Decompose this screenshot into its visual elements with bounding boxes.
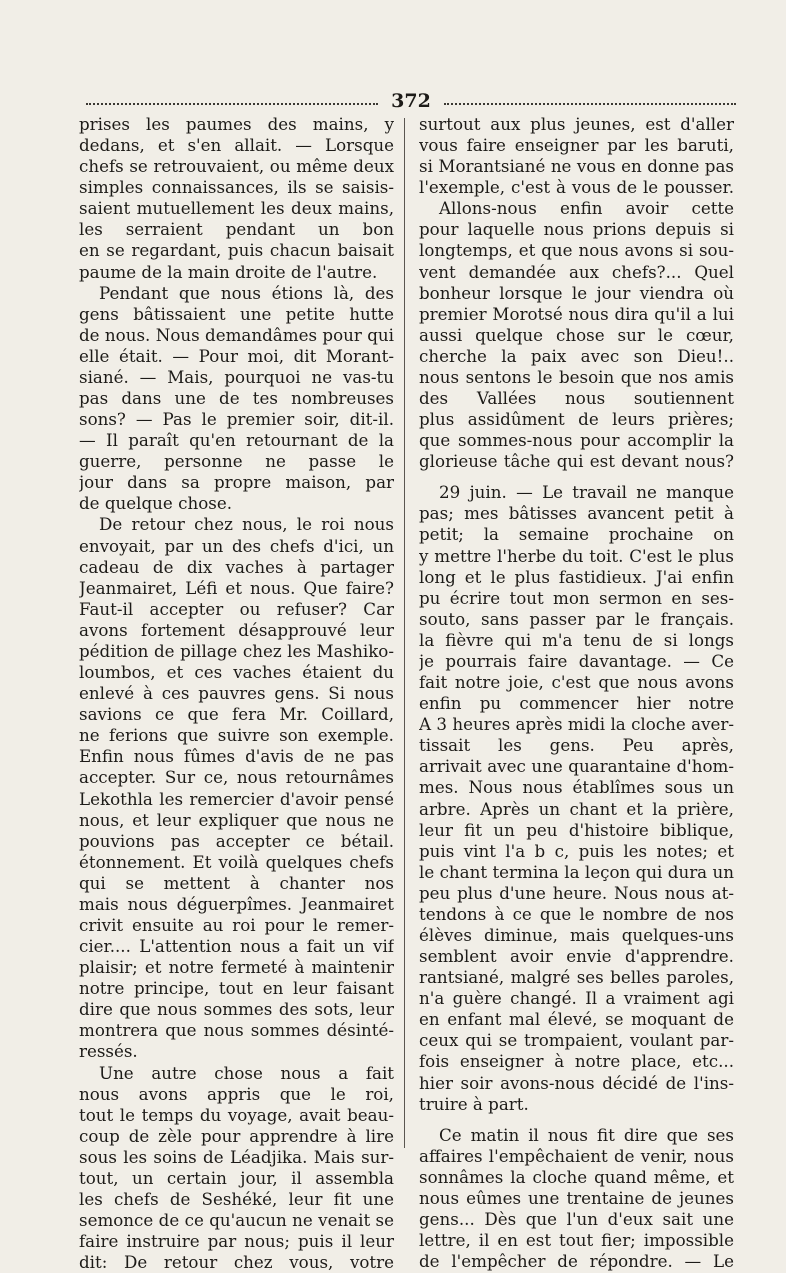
text-line: Faut-il accepter ou refuser? Car [79, 598, 394, 619]
text-line: plus assidûment de leurs prières; [419, 409, 734, 430]
text-line: vous faire enseigner par les baruti, [419, 135, 734, 156]
text-line: envoyait, par un des chefs d'ici, un [79, 535, 394, 556]
text-line: ceux qui se trompaient, voulant par- [419, 1030, 734, 1051]
text-line: que sommes-nous pour accomplir la [419, 430, 734, 451]
text-line: souto, sans passer par le français. [419, 608, 734, 629]
text-line: de l'empêcher de répondre. — Le [419, 1251, 734, 1272]
text-line: sons? — Pas le premier soir, dit-il. [79, 409, 394, 430]
text-line: les serraient pendant un bon [79, 219, 394, 240]
text-line: en enfant mal élevé, se moquant de [419, 1009, 734, 1030]
text-line: Ce matin il nous fit dire que ses [439, 1124, 734, 1145]
page-number: 372 [382, 90, 440, 112]
text-line: pas dans une de tes nombreuses [79, 388, 394, 409]
text-line: mais nous déguerpîmes. Jeanmairet [79, 893, 394, 914]
text-line: montrera que nous sommes désinté- [79, 1020, 394, 1041]
text-line: pédition de pillage chez les Mashiko- [79, 640, 394, 661]
text-line: truire à part. [419, 1093, 529, 1114]
text-line: jour dans sa propre maison, par [79, 472, 394, 493]
text-line: gens... Dès que l'un d'eux sait une [419, 1208, 734, 1229]
text-line: de quelque chose. [79, 493, 232, 514]
text-line: arbre. Après un chant et la prière, [419, 798, 734, 819]
text-line: je pourrais faire davantage. — Ce [419, 650, 734, 671]
text-line: pas; mes bâtisses avancent petit à [419, 503, 734, 524]
text-line: le chant termina la leçon qui dura un [419, 861, 734, 882]
text-line: qui se mettent à chanter nos [79, 872, 394, 893]
text-line: vent demandée aux chefs?... Quel [419, 261, 734, 282]
text-line: elle était. — Pour moi, dit Morant- [79, 345, 394, 366]
text-line [419, 1115, 734, 1125]
text-line: n'a guère changé. Il a vraiment agi [419, 988, 734, 1009]
text-line: paume de la main droite de l'autre. [79, 261, 378, 282]
text-line: aussi quelque chose sur le cœur, [419, 324, 734, 345]
text-line: nous, et leur expliquer que nous ne [79, 809, 394, 830]
text-line: A 3 heures après midi la cloche aver- [419, 714, 734, 735]
text-line: mes. Nous nous établîmes sous un [419, 777, 734, 798]
text-line: pouvions pas accepter ce bétail. [79, 830, 394, 851]
text-line: en se regardant, puis chacun baisait [79, 240, 394, 261]
text-line: coup de zèle pour apprendre à lire [79, 1125, 394, 1146]
text-line: long et le plus fastidieux. J'ai enfin [419, 566, 734, 587]
text-line: affaires l'empêchaient de venir, nous [419, 1145, 734, 1166]
column-divider [404, 118, 405, 1148]
text-line: semblent avoir envie d'apprendre. [419, 946, 734, 967]
text-line: tendons à ce que le nombre de nos [419, 903, 734, 924]
text-line: accepter. Sur ce, nous retournâmes [79, 767, 394, 788]
text-line: faire instruire par nous; puis il leur [79, 1231, 394, 1252]
text-line: sonnâmes la cloche quand même, et [419, 1166, 734, 1187]
text-line: glorieuse tâche qui est devant nous? [419, 451, 734, 472]
text-line: tout, un certain jour, il assembla [79, 1167, 394, 1188]
text-line: semonce de ce qu'aucun ne venait se [79, 1210, 394, 1231]
text-line: l'exemple, c'est à vous de le pousser. [419, 177, 734, 198]
text-line: de nous. Nous demandâmes pour qui [79, 324, 394, 345]
text-line: cherche la paix avec son Dieu!.. [419, 345, 734, 366]
text-line: sous les soins de Léadjika. Mais sur- [79, 1146, 394, 1167]
right-column [419, 114, 734, 1272]
text-line: si Morantsiané ne vous en donne pas [419, 156, 734, 177]
text-line: peu plus d'une heure. Nous nous at- [419, 882, 734, 903]
text-line: leur fit un peu d'histoire biblique, [419, 819, 734, 840]
text-line: gens bâtissaient une petite hutte [79, 303, 394, 324]
text-line: puis vint l'a b c, puis les notes; et [419, 840, 734, 861]
text-line: pour laquelle nous prions depuis si [419, 219, 734, 240]
text-line [419, 472, 734, 482]
text-line: pu écrire tout mon sermon en ses- [419, 587, 734, 608]
text-line: dire que nous sommes des sots, leur [79, 999, 394, 1020]
text-line: siané. — Mais, pourquoi ne vas-tu [79, 366, 394, 387]
text-line: Enfin nous fûmes d'avis de ne pas [79, 746, 394, 767]
text-line: dedans, et s'en allait. — Lorsque [79, 135, 394, 156]
page-header [86, 90, 736, 114]
text-line: nous avons appris que le roi, [79, 1083, 394, 1104]
text-line: lettre, il en est tout fier; impossible [419, 1230, 734, 1251]
text-line: tissait les gens. Peu après, [419, 735, 734, 756]
text-line: dit: De retour chez vous, votre [79, 1252, 394, 1273]
text-line: prises les paumes des mains, y [79, 114, 394, 134]
text-line: crivit ensuite au roi pour le remer- [79, 914, 394, 935]
text-line: y mettre l'herbe du toit. C'est le plus [419, 545, 734, 566]
text-line: enlevé à ces pauvres gens. Si nous [79, 683, 394, 704]
text-line: 29 juin. — Le travail ne manque [439, 482, 734, 503]
text-line: loumbos, et ces vaches étaient du [79, 662, 394, 683]
text-line: fait notre joie, c'est que nous avons [419, 672, 734, 693]
text-line: hier soir avons-nous décidé de l'ins- [419, 1072, 734, 1093]
text-line: bonheur lorsque le jour viendra où [419, 282, 734, 303]
text-line: tout le temps du voyage, avait beau- [79, 1104, 394, 1125]
text-line: surtout aux plus jeunes, est d'aller [419, 114, 734, 134]
text-line: étonnement. Et voilà quelques chefs [79, 851, 394, 872]
text-line: ressés. [79, 1041, 138, 1062]
text-line: — Il paraît qu'en retournant de la [79, 430, 394, 451]
text-line: élèves diminue, mais quelques-uns [419, 924, 734, 945]
header-rule-right [444, 103, 736, 105]
text-line: Lekothla les remercier d'avoir pensé [79, 788, 394, 809]
text-line: guerre, personne ne passe le [79, 451, 394, 472]
text-line: petit; la semaine prochaine on [419, 524, 734, 545]
text-line: rantsiané, malgré ses belles paroles, [419, 967, 734, 988]
text-line: premier Morotsé nous dira qu'il a lui [419, 303, 734, 324]
text-line: chefs se retrouvaient, ou même deux [79, 156, 394, 177]
text-line: Jeanmairet, Léfi et nous. Que faire? [79, 577, 394, 598]
text-line: savions ce que fera Mr. Coillard, [79, 704, 394, 725]
text-line: Allons-nous enfin avoir cette [439, 198, 734, 219]
text-line: De retour chez nous, le roi nous [99, 514, 394, 535]
text-line: les chefs de Seshéké, leur fit une [79, 1188, 394, 1209]
text-line: avons fortement désapprouvé leur [79, 619, 394, 640]
text-line: notre principe, tout en leur faisant [79, 978, 394, 999]
text-line: cadeau de dix vaches à partager [79, 556, 394, 577]
header-rule-left [86, 103, 378, 105]
text-line: Une autre chose nous a fait [99, 1062, 394, 1083]
text-line: enfin pu commencer hier notre [419, 693, 734, 714]
text-line: cier.... L'attention nous a fait un vif [79, 936, 394, 957]
text-line: des Vallées nous soutiennent [419, 388, 734, 409]
text-line: ne ferions que suivre son exemple. [79, 725, 394, 746]
text-line: arrivait avec une quarantaine d'hom- [419, 756, 734, 777]
left-column [79, 114, 394, 1273]
text-line: saient mutuellement les deux mains, [79, 198, 394, 219]
text-line: fois enseigner à notre place, etc... [419, 1051, 734, 1072]
text-line: plaisir; et notre fermeté à maintenir [79, 957, 394, 978]
text-line: simples connaissances, ils se saisis- [79, 177, 394, 198]
text-line: nous sentons le besoin que nos amis [419, 366, 734, 387]
text-line: la fièvre qui m'a tenu de si longs [419, 629, 734, 650]
text-line: longtemps, et que nous avons si sou- [419, 240, 734, 261]
text-line: Pendant que nous étions là, des [99, 282, 394, 303]
text-line: nous eûmes une trentaine de jeunes [419, 1187, 734, 1208]
